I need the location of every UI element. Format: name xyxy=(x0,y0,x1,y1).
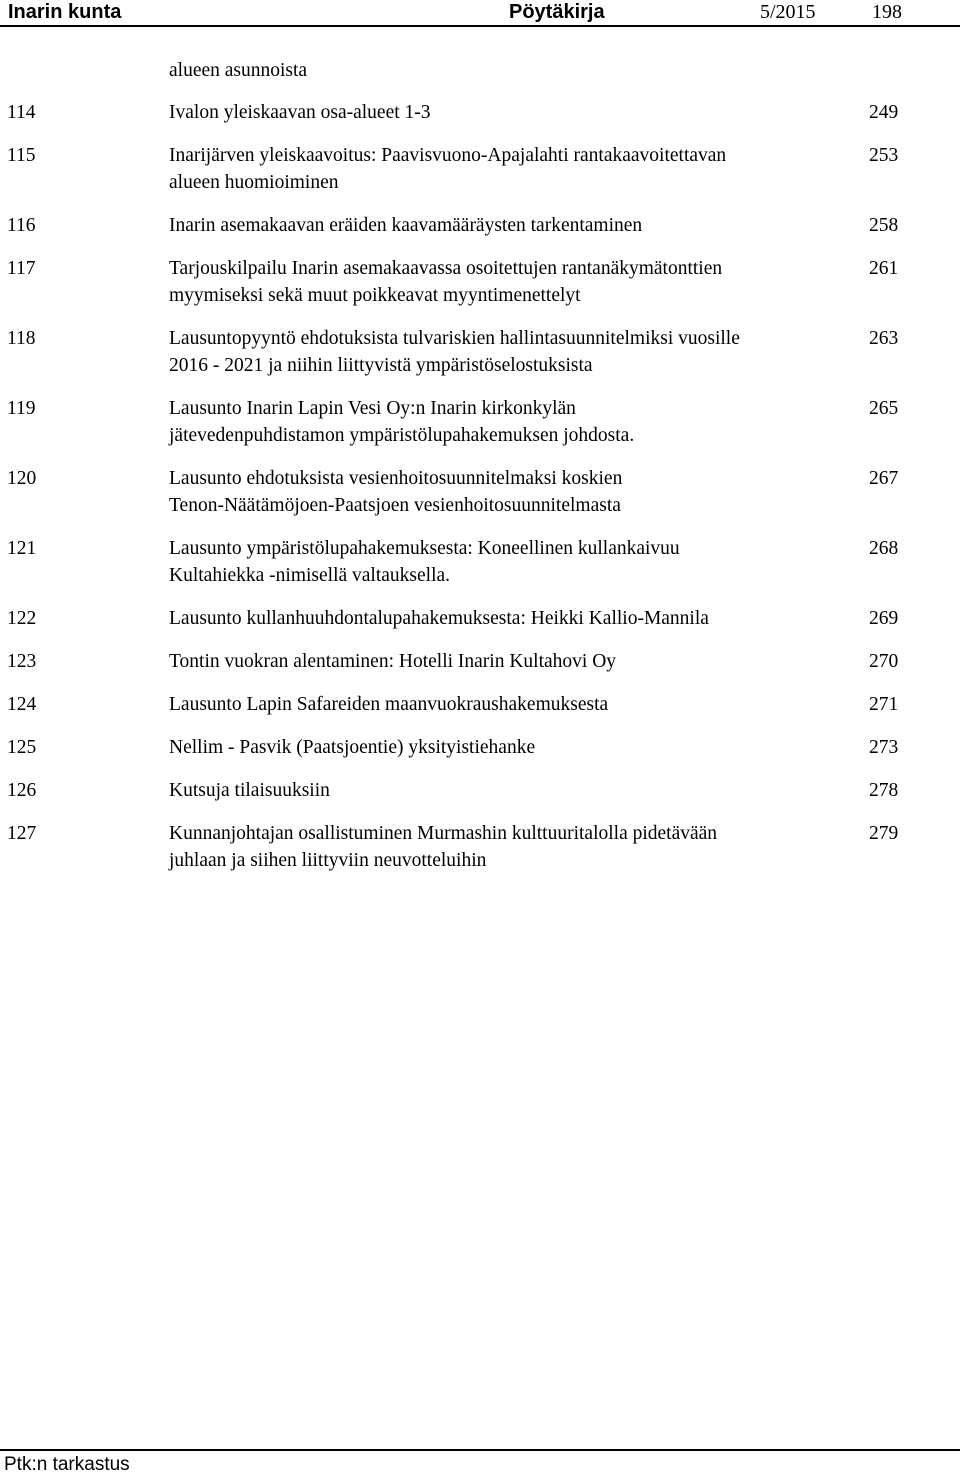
section-page: 271 xyxy=(869,694,899,715)
title-line: Nellim - Pasvik (Paatsjoentie) yksityistiehanke xyxy=(169,737,536,758)
title-line: Tontin vuokran alentaminen: Hotelli Inarin Kultahovi Oy xyxy=(169,651,617,672)
section-number: 115 xyxy=(7,145,36,166)
title-line: Inarijärven yleiskaavoitus: Paavisvuono-Apajalahti rantakaavoitettavan xyxy=(169,145,727,166)
section-title xyxy=(169,325,859,379)
section-number: 124 xyxy=(7,694,37,715)
title-line: Kunnanjohtajan osallistuminen Murmashin kulttuuritalolla pidetävään xyxy=(169,823,718,844)
title-line: Lausunto kullanhuuhdontalupahakemuksesta: Heikki Kallio-Mannila xyxy=(169,608,709,629)
footer-divider xyxy=(0,1449,960,1451)
title-line: Kultahiekka -nimisellä valtauksella. xyxy=(169,565,451,586)
title-line: Ivalon yleiskaavan osa-alueet 1-3 xyxy=(169,102,431,123)
title-line: jätevedenpuhdistamon ympäristölupahakemuksen johdosta. xyxy=(169,425,635,446)
title-line: Inarin asemakaavan eräiden kaavamääräysten tarkentaminen xyxy=(169,215,643,236)
section-number: 117 xyxy=(7,258,36,279)
section-number: 127 xyxy=(7,823,37,844)
title-line: juhlaan ja siihen liittyviin neuvotteluihin xyxy=(169,850,487,871)
continued-item-text: alueen asunnoista xyxy=(169,60,308,81)
section-page: 279 xyxy=(869,823,899,844)
page-header xyxy=(0,0,960,26)
section-page: 261 xyxy=(869,258,899,279)
title-line: myymiseksi sekä muut poikkeavat myyntimenettelyt xyxy=(169,285,581,306)
title-line: Tarjouskilpailu Inarin asemakaavassa osoitettujen rantanäkymätonttien xyxy=(169,258,723,279)
section-title xyxy=(169,395,859,449)
issue-number: 5/2015 xyxy=(760,1,816,23)
section-title xyxy=(169,605,859,632)
title-line: Lausunto Inarin Lapin Vesi Oy:n Inarin kirkonkylän xyxy=(169,398,576,419)
section-page: 270 xyxy=(869,651,899,672)
title-line: alueen huomioiminen xyxy=(169,172,339,193)
section-page: 278 xyxy=(869,780,899,801)
section-page: 265 xyxy=(869,398,899,419)
title-line: Lausunto Lapin Safareiden maanvuokraushakemuksesta xyxy=(169,694,609,715)
section-title xyxy=(169,99,859,126)
section-page: 273 xyxy=(869,737,899,758)
section-title xyxy=(169,212,859,239)
page-number: 198 xyxy=(872,1,902,23)
section-number: 119 xyxy=(7,398,36,419)
section-title xyxy=(169,777,859,804)
section-page: 267 xyxy=(869,468,899,489)
section-page: 263 xyxy=(869,328,899,349)
section-page: 249 xyxy=(869,102,899,123)
section-title xyxy=(169,648,859,675)
title-line: Lausunto ympäristölupahakemuksesta: Koneellinen kullankaivuu xyxy=(169,538,680,559)
title-line: Tenon-Näätämöjoen-Paatsjoen vesienhoitosuunnitelmasta xyxy=(169,495,621,516)
section-title xyxy=(169,465,859,519)
title-line: 2016 - 2021 ja niihin liittyvistä ympäristöselostuksista xyxy=(169,355,593,376)
section-title xyxy=(169,734,859,761)
section-number: 114 xyxy=(7,102,36,123)
section-number: 122 xyxy=(7,608,37,629)
title-line: Lausunto ehdotuksista vesienhoitosuunnitelmaksi koskien xyxy=(169,468,623,489)
organization-name: Inarin kunta xyxy=(8,1,122,23)
section-title xyxy=(169,535,859,589)
title-line: Kutsuja tilaisuuksiin xyxy=(169,780,330,801)
document-type: Pöytäkirja xyxy=(509,1,605,23)
section-page: 258 xyxy=(869,215,899,236)
section-title xyxy=(169,142,859,196)
section-page: 269 xyxy=(869,608,899,629)
section-number: 121 xyxy=(7,538,37,559)
section-number: 123 xyxy=(7,651,37,672)
section-number: 118 xyxy=(7,328,36,349)
section-page: 268 xyxy=(869,538,899,559)
section-page: 253 xyxy=(869,145,899,166)
title-line: Lausuntopyyntö ehdotuksista tulvariskien hallintasuunnitelmiksi vuosille xyxy=(169,328,740,349)
section-title xyxy=(169,820,859,874)
section-number: 126 xyxy=(7,780,37,801)
minutes-check-label: Ptk:n tarkastus xyxy=(4,1454,130,1475)
section-number: 120 xyxy=(7,468,37,489)
header-divider xyxy=(0,25,960,27)
section-title xyxy=(169,691,859,718)
section-number: 125 xyxy=(7,737,37,758)
section-number: 116 xyxy=(7,215,36,236)
section-title xyxy=(169,255,859,309)
